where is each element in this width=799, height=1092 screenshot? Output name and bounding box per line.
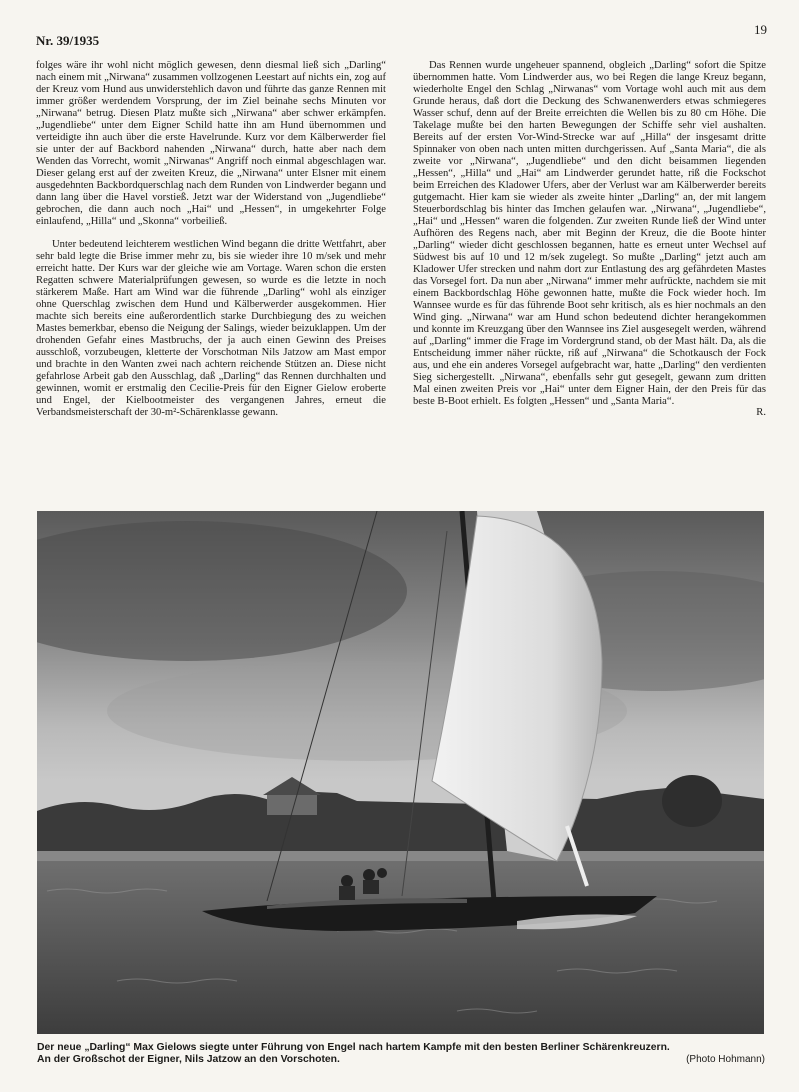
page-number: 19 (754, 22, 767, 37)
issue-number: Nr. 39/1935 (36, 33, 100, 48)
left-paragraph-2: Unter bedeutend leichterem westlichen Wind begann die dritte Wettfahrt, aber sehr bald legte die Brise immer mehr zu, bis sie wieder ihre 10 m/sek und mehr erreicht hatte. Der Kurs war der gleiche wie am Vortage. Waren schon die ersten Regatten schwere Materialprüfungen gewesen, so wurde es die letzte in noch stärkerem Maße. Hart am Wind war die führende „Darling“ wohl als einziger ohne Querschlag zwischen dem Hund und Kälberwerder ausgekommen. Hier machte sich bereits eine außerordentlich starke Durchbiegung des zu weichen Mastes bemerkbar, ebenso die Neigung der Salings, wieder beizuklappen. Um der drohenden Gefahr eines Mastbruchs, der ja auch einen Gewinn des Preises ausschloß, vorzubeugen, kletterte der Vorschotman Nils Jatzow am Mast empor und brachte in den Wanten zwei nach achtern reichende Stützen an. Diese nicht gefahrlose Arbeit gab den Ausschlag, daß „Darling“ das Rennen durchhalten und gewinnen, womit er erstmalig den Cecilie-Preis für den Eigner Gielow eroberte und Engel, der Kielbootmeister des vergangenen Jahres, erneut die Verbandsmeisterschaft der 30-m²-Schärenklasse gewann. (36, 239, 386, 418)
sailboat-photo-icon (37, 511, 764, 1034)
left-paragraph-1: folges wäre ihr wohl nicht möglich gewesen, denn diesmal ließ sich „Darling“ nach einem mit „Nirwana“ zusammen vollzogenen Leestart auf nichts ein, zog auf der Kreuz vom Hund aus unwiderstehlich davon und führte das ganze Rennen mit immer größer werdendem Vorsprung, der im Ziel beinahe sechs Minuten vor „Nirwana“ betrug. Diesen Platz mußte sich „Nirwana“ aber schwer erkämpfen. „Jugendliebe“ unter dem Eigner Schild hatte ihn am Hund übernommen und verteidigte ihn auch über die erste Havelrunde. Kurz vor dem Kälberwerder fiel sie unter der auf Backbord nahenden „Nirwana“ durch, hatte aber nach dem Wenden das Vorrecht, womit „Nirwanas“ Angriff noch einmal abgeschlagen war. Dieser gelang erst auf der zweiten Kreuz, die „Nirwana“ unter Elsner mit einem ausgedehnten Backbordquerschlag nach dem Runden von Lindwerder begann und dann lang über die Havel vorstieß. Jetzt war der Widerstand von „Jugendliebe“ gebrochen, die dann auch noch „Hai“ und „Hessen“, in umgekehrter Folge einlaufend, „Hilla“ und „Skonna“ vorbeiließ. (36, 60, 386, 227)
author-signature: R. (756, 407, 766, 418)
caption-line-2: An der Großschot der Eigner, Nils Jatzow an den Vorschoten. (37, 1054, 340, 1065)
photo-caption (37, 1042, 764, 1066)
caption-line-1: Der neue „Darling“ Max Gielows siegte unter Führung von Engel nach hartem Kampfe mit den besten Berliner Schärenkreuzern. (37, 1042, 670, 1053)
sailboat-photo (37, 511, 764, 1034)
left-text-column (36, 60, 386, 430)
photo-credit: (Photo Hohmann) (686, 1054, 765, 1065)
right-paragraph-1: Das Rennen wurde ungeheuer spannend, obgleich „Darling“ sofort die Spitze übernommen hatte. Vom Lindwerder aus, wo bei Regen die lange Kreuz begann, wiederholte Engel den Schlag „Nirwanas“ vom Vortage wohl auch mit aus dem Grunde heraus, daß dort die Deckung des Schwanenwerders etwas schmiegeres Wasser schuf, denn auf der Breite erreichten die Wellen bis zu 80 cm Höhe. Die Takelage mußte bei den harten Bewegungen der Schiffe sehr viel aushalten. Bereits auf der ersten Vor-Wind-Strecke war auf „Hilla“ der insgesamt dritte Spinnaker von oben nach unten mitten durchgerissen. Auf „Santa Maria“, die als zweite vor „Nirwana“, „Jugendliebe“ und den dicht beisammen liegenden „Hessen“, „Hilla“ und „Hai“ am Lindwerder gerundet hatte, riß die Fockschot beim Erreichen des Kladower Ufers, aber der Verlust war am Kälberwerder bereits gutgemacht. Hier kam sie wieder als zweite hinter „Darling“ an, der mit langem Steuerbordschlag bis hinter das Imchen gelaufen war. „Nirwana“, „Jugendliebe“, „Hai“ und „Hessen“ waren die folgenden. Zur zweiten Runde ließ der Wind unter Aufhören des Regens nach, aber mit Beginn der Kreuz, die die Boote hinter „Darling“ wieder dicht geschlossen begannen, hatte es erneut unter Wechsel auf Südwest bis auf 10 und 12 m/sek zugelegt. So mußte „Darling“ jetzt auch am Kladower Ufer strecken und nahm dort zur Entlastung des arg gefährdeten Mastes das Vorsegel fort. Da nun aber „Nirwana“ immer mehr aufrückte, nachdem sie mit einem Backbordschlag Höhe gewonnen hatte, mußte die Fock wieder hoch. Im Wannsee wurde es für das führende Boot sehr kritisch, als es hier nochmals an den Wind ging. „Nirwana“ war am Hund schon bedeutend dichter herangekommen und konnte im Kreuzgang über den Wannsee ins Ziel ausgesegelt werden, während auf „Darling“ immer die Frage im Vordergrund stand, ob der Mast hält. Da, als die Entscheidung immer näher rückte, riß auf „Nirwana“ die Schotkausch der Fock aus, und ehe ein anderes Vorsegel aufgebracht war, hatte „Darling“ den verdienten Sieg sichergestellt. „Nirwana“, ebenfalls sehr gut gesegelt, gewann zum dritten Mal einen zweiten Preis vor „Hai“ unter dem Eigner Hain, der den Preis für das beste B-Boot erhielt. Es folgten „Hessen“ und „Santa Maria“. (413, 60, 766, 407)
right-text-column (413, 60, 766, 419)
